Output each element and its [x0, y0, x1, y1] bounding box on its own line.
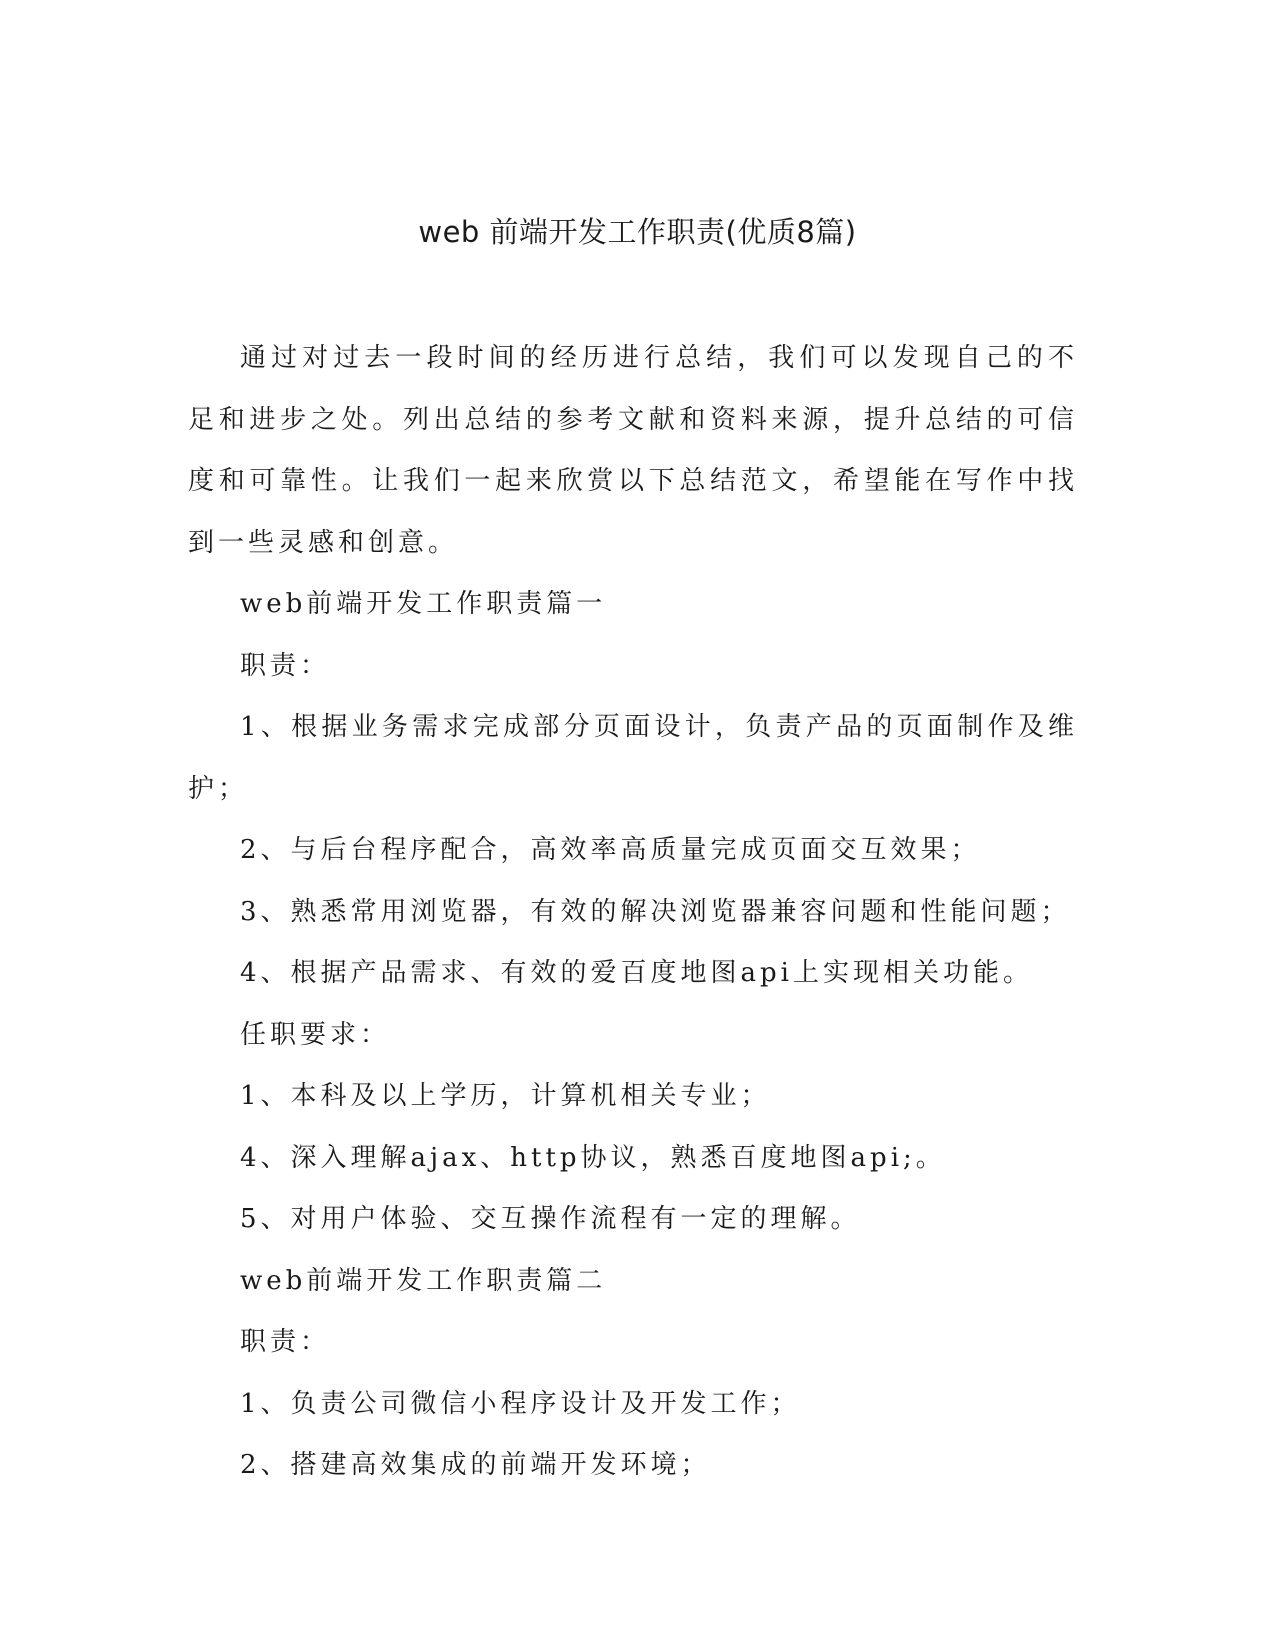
document-body — [188, 328, 1078, 1497]
duty-item: 4、根据产品需求、有效的爱百度地图api上实现相关功能。 — [240, 958, 1034, 988]
duty-item: 2、搭建高效集成的前端开发环境； — [240, 1450, 711, 1480]
duty-item: 3、熟悉常用浏览器，有效的解决浏览器兼容问题和性能问题； — [240, 896, 1071, 927]
requirement-item: 4、深入理解ajax、http协议，熟悉百度地图api;。 — [240, 1142, 946, 1173]
requirements-label: 任职要求： — [240, 1019, 391, 1050]
duty-item: 2、与后台程序配合，高效率高质量完成页面交互效果； — [240, 835, 981, 865]
duties-label: 职责： — [240, 650, 331, 681]
duty-item: 1、负责公司微信小程序设计及开发工作； — [240, 1388, 801, 1419]
section-heading-1: web前端开发工作职责篇一 — [240, 589, 607, 619]
document-title: web 前端开发工作职责(优质8篇) — [418, 215, 857, 249]
requirement-item: 1、本科及以上学历，计算机相关专业； — [240, 1081, 771, 1111]
duty-item: 1、根据业务需求完成部分页面设计，负责产品的页面制作及维护； — [188, 712, 1078, 804]
intro-paragraph: 通过对过去一段时间的经历进行总结，我们可以发现自己的不足和进步之处。列出总结的参考文献和资料来源，提升总结的可信度和可靠性。让我们一起来欣赏以下总结范文，希望能在写作中找到一些灵感和创意。 — [188, 343, 1078, 558]
requirement-item: 5、对用户体验、交互操作流程有一定的理解。 — [240, 1204, 861, 1234]
section-heading-2: web前端开发工作职责篇二 — [240, 1265, 607, 1296]
duties-label: 职责： — [240, 1327, 331, 1357]
